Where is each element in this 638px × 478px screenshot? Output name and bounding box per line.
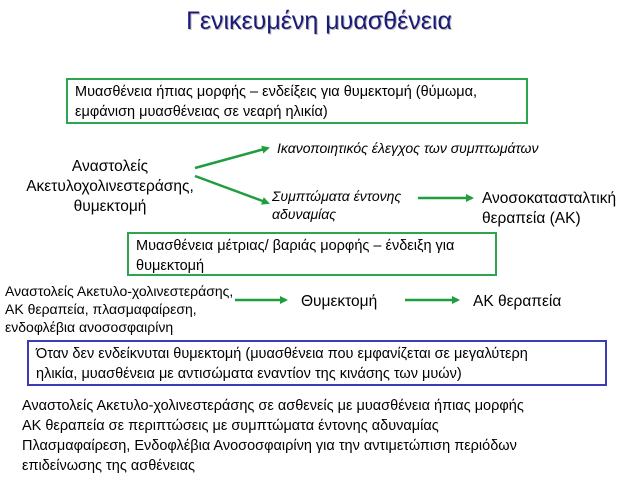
thymectomy-label: Θυμεκτομή xyxy=(301,293,378,310)
left-block-line-1: Αναστολείς xyxy=(71,158,149,175)
branch-severe-line-2: αδυναμίας xyxy=(272,206,337,222)
branch-severe-line-1: Συμπτώματα έντονης xyxy=(272,188,402,204)
immuno-line-1: Ανοσοκατασταλτική xyxy=(482,190,617,207)
moderate-line-2: θυμεκτομή xyxy=(136,258,205,274)
left-block2-line-2: ΑΚ θεραπεία, πλασμαφαίρεση, xyxy=(5,301,197,317)
left-block-line-3: θυμεκτομή xyxy=(73,198,147,215)
left-block2-line-3: ενδοφλέβια ανοσοσφαιρίνη xyxy=(5,319,174,335)
bottom-line-2: ΑΚ θεραπεία σε περιπτώσεις με συμπτώματα έντονης αδυναμίας xyxy=(22,418,439,434)
ak-therapy-label: ΑΚ θεραπεία xyxy=(473,293,562,310)
arrow-to-satisfactory xyxy=(195,148,268,168)
left-block2-line-1: Αναστολείς Ακετυλο-χολινεστεράσης, xyxy=(5,283,234,299)
bottom-line-1: Αναστολείς Ακετυλο-χολινεστεράσης σε ασθενείς με μυασθένεια ήπιας μορφής xyxy=(22,398,524,414)
not-indicated-line-1: Όταν δεν ενδείκνυται θυμεκτομή (μυασθένεια που εμφανίζεται σε μεγαλύτερη xyxy=(36,346,528,362)
mild-form-line-1: Μυασθένεια ήπιας μορφής – ενδείξεις για θυμεκτομή (θύμωμα, xyxy=(75,84,478,100)
page-title: Γενικευμένη μυασθένεια xyxy=(186,7,452,35)
branch-satisfactory-control: Ικανοποιητικός έλεγχος των συμπτωμάτων xyxy=(277,140,539,156)
mild-form-line-2: εμφάνιση μυασθένειας σε νεαρή ηλικία) xyxy=(75,104,328,120)
bottom-line-3: Πλασμαφαίρεση, Ενδοφλέβια Ανοσοσφαιρίνη για την αντιμετώπιση περιόδων xyxy=(22,438,517,454)
not-indicated-line-2: ηλικία, μυασθένεια με αντισώματα εναντίον της κινάσης των μυών) xyxy=(36,366,462,382)
moderate-line-1: Μυασθένεια μέτριας/ βαριάς μορφής – ένδειξη για xyxy=(136,238,455,254)
immuno-line-2: θεραπεία (ΑΚ) xyxy=(482,210,581,227)
bottom-line-4: επιδείνωσης της ασθένειας xyxy=(22,458,196,474)
left-block-line-2: Ακετυλοχολινεστεράσης, xyxy=(26,178,194,195)
arrow-to-severe xyxy=(195,176,268,203)
